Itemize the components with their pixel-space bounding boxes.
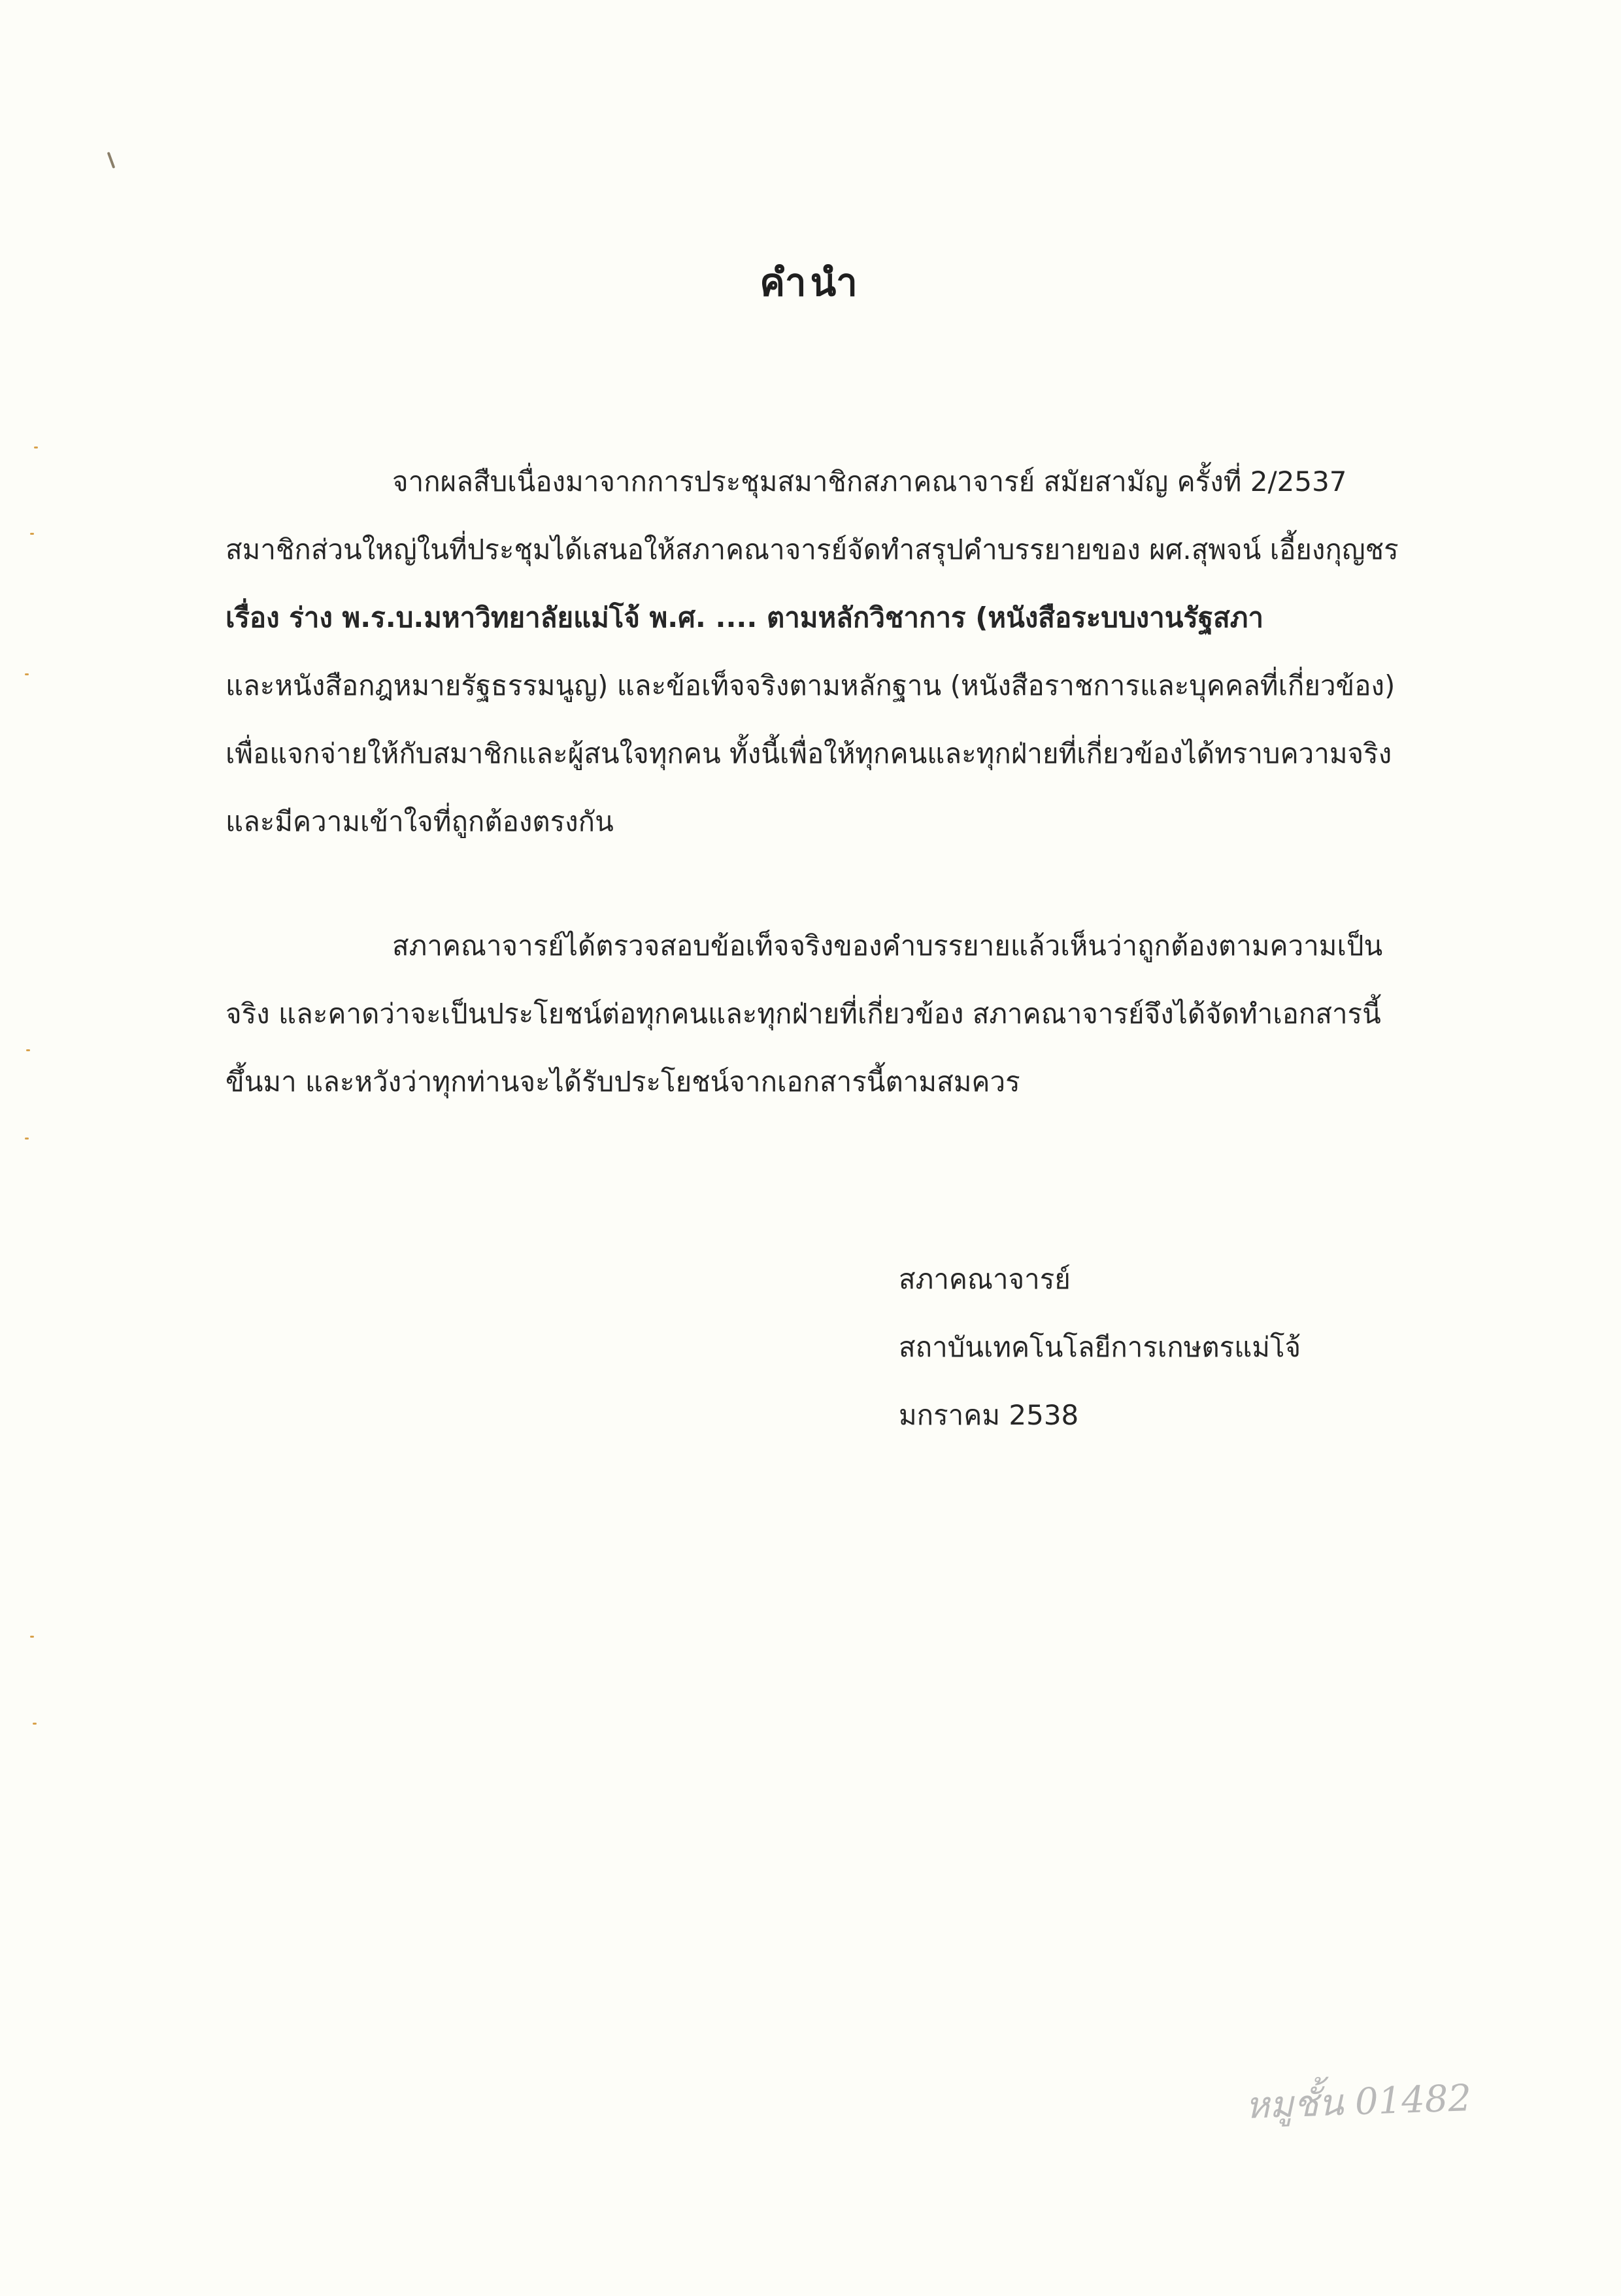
- paragraph-conclusion: [226, 912, 1422, 1116]
- paragraph-line: และหนังสือกฎหมายรัฐธรรมนูญ) และข้อเท็จจริงตามหลักฐาน (หนังสือราชการและบุคคลที่เกี่ยวข้อง): [226, 669, 1395, 701]
- scan-mark: [30, 1636, 34, 1638]
- document-title: คำนำ: [760, 260, 861, 305]
- scan-mark: [25, 1138, 29, 1140]
- paragraph-line: เพื่อแจกจ่ายให้กับสมาชิกและผู้สนใจทุกคน ทั้งนี้เพื่อให้ทุกคนและทุกฝ่ายที่เกี่ยวข้องได้ทราบความจริง: [226, 737, 1392, 769]
- paragraph-line: จริง และคาดว่าจะเป็นประโยชน์ต่อทุกคนและทุกฝ่ายที่เกี่ยวข้อง สภาคณาจารย์จึงได้จัดทำเอกสารนี้: [226, 998, 1381, 1030]
- scan-mark: [107, 152, 116, 169]
- scan-mark: [25, 673, 29, 675]
- paragraph-line: และมีความเข้าใจที่ถูกต้องตรงกัน: [226, 805, 614, 837]
- scan-mark: [34, 447, 38, 448]
- paragraph-line: จากผลสืบเนื่องมาจากการประชุมสมาชิกสภาคณาจารย์ สมัยสามัญ ครั้งที่ 2/2537: [392, 465, 1347, 498]
- signature-date: มกราคม 2538: [899, 1399, 1079, 1431]
- scan-mark: [33, 1723, 37, 1725]
- scan-mark: [30, 533, 34, 535]
- scan-mark: [26, 1049, 30, 1051]
- paragraph-line: ขึ้นมา และหวังว่าทุกท่านจะได้รับประโยชน์จากเอกสารนี้ตามสมควร: [226, 1066, 1020, 1098]
- signature-block: [899, 1245, 1301, 1449]
- handwritten-archive-note: หมูชั้น 01482: [1245, 2076, 1473, 2128]
- paragraph-intro: [226, 448, 1422, 856]
- signature-institute: สถาบันเทคโนโลยีการเกษตรแม่โจ้: [899, 1331, 1301, 1363]
- paragraph-line: สภาคณาจารย์ได้ตรวจสอบข้อเท็จจริงของคำบรรยายแล้วเห็นว่าถูกต้องตามความเป็น: [392, 930, 1383, 962]
- paragraph-line: สมาชิกส่วนใหญ่ในที่ประชุมได้เสนอให้สภาคณาจารย์จัดทำสรุปคำบรรยายของ ผศ.สุพจน์ เอี้ยงกุญชร: [226, 533, 1399, 566]
- signature-organization: สภาคณาจารย์: [899, 1263, 1071, 1295]
- paragraph-line: เรื่อง ร่าง พ.ร.บ.มหาวิทยาลัยแม่โจ้ พ.ศ. .... ตามหลักวิชาการ (หนังสือระบบงานรัฐสภา: [226, 601, 1264, 633]
